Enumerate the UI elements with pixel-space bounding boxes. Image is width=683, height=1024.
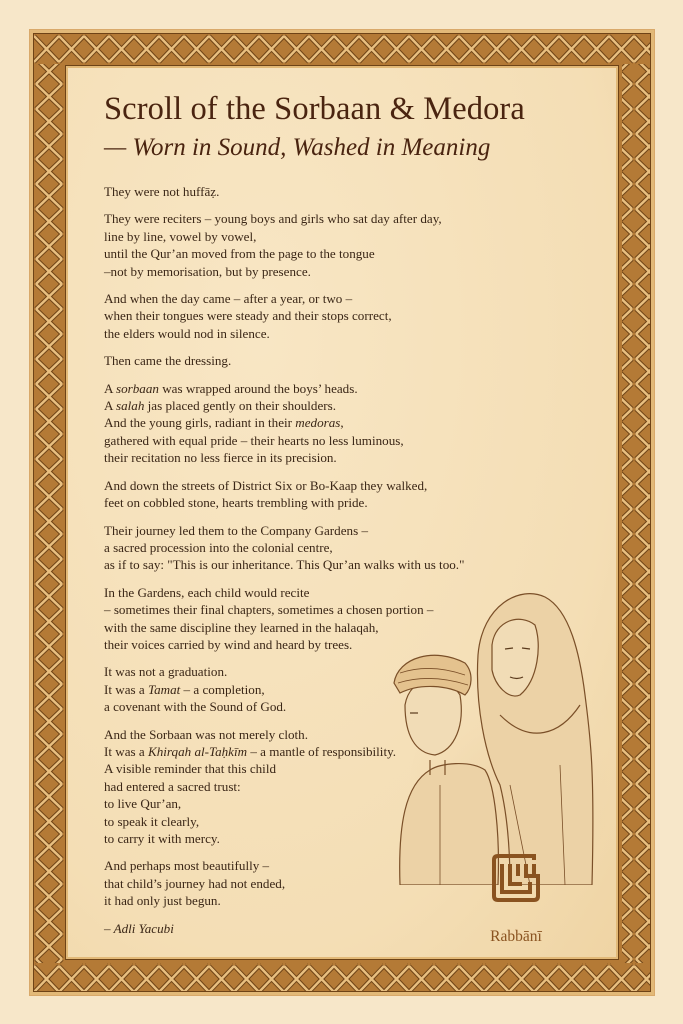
poem-stanza	[104, 183, 464, 200]
poem-emphasis-term: Khirqah al-Taḥkīm	[148, 743, 248, 759]
poem-stanza	[104, 290, 464, 342]
poem-line	[104, 414, 464, 431]
page-subtitle: — Worn in Sound, Washed in Meaning	[104, 134, 491, 161]
poem-line: had entered a sacred trust:	[104, 778, 241, 794]
square-kufic-logo-icon	[490, 852, 542, 904]
poem-line: And perhaps most beautifully –	[104, 858, 270, 874]
poem-line	[104, 397, 464, 414]
poem-line: –not by memorisation, but by presence.	[104, 263, 311, 279]
poem-line-text: – a completion,	[180, 681, 265, 697]
poem-emphasis-term: salah	[116, 398, 145, 414]
poem-line: line by line, vowel by vowel,	[104, 228, 257, 244]
poem-line-text: It was a	[104, 743, 148, 759]
poem-line: It was not a graduation.	[104, 664, 228, 680]
poem-line: the elders would nod in silence.	[104, 325, 270, 341]
brand-name: Rabbānī	[490, 928, 542, 945]
poem-line: Then came the dressing.	[104, 353, 232, 369]
page-title: Scroll of the Sorbaan & Medora	[104, 91, 525, 127]
poem-line-text: was wrapped around the boys’ heads.	[158, 380, 358, 396]
poem-line-text: jas placed gently on their shoulders.	[144, 398, 337, 414]
poem-line-text: ,	[340, 415, 344, 431]
poem-line: – sometimes their final chapters, sometimes a chosen portion –	[104, 602, 434, 618]
poem-line: They were reciters – young boys and girls who sat day after day,	[104, 211, 442, 227]
poem-emphasis-term: Tamat	[148, 681, 181, 697]
author-signature: – Adli Yacubi	[104, 920, 174, 936]
poem-line: Their journey led them to the Company Gardens –	[104, 522, 368, 538]
poem-line: A visible reminder that this child	[104, 761, 277, 777]
poem-stanza	[104, 477, 464, 512]
poem-line: to speak it clearly,	[104, 813, 200, 829]
poem-line-text: A	[104, 398, 117, 414]
poem-stanza	[104, 380, 464, 467]
poem-line: with the same discipline they learned in the halaqah,	[104, 619, 379, 635]
poem-line: feet on cobbled stone, hearts trembling with pride.	[104, 495, 368, 511]
poem-line: And when the day came – after a year, or two –	[104, 291, 353, 307]
poem-line-text: And the young girls, radiant in their	[104, 415, 296, 431]
poem-line: as if to say: "This is our inheritance. This Qur’an walks with us too."	[104, 557, 465, 573]
poem-line-text: A	[104, 380, 117, 396]
children-illustration	[370, 585, 615, 885]
poem-line: And the Sorbaan was not merely cloth.	[104, 726, 308, 742]
poem-emphasis-term: medoras	[295, 415, 341, 431]
poem-line: to carry it with mercy.	[104, 831, 220, 846]
poem-line: it had only just begun.	[104, 893, 221, 909]
poem-line: a covenant with the Sound of God.	[104, 699, 287, 715]
poem-line: gathered with equal pride – their hearts no less luminous,	[104, 432, 404, 448]
poem-line: their voices carried by wind and heard by trees.	[104, 636, 353, 652]
poem-line: their recitation no less fierce in its precision.	[104, 450, 337, 466]
poem-line-text: – a mantle of responsibility.	[247, 743, 397, 759]
poem-line: that child’s journey had not ended,	[104, 875, 286, 891]
poem-stanza	[104, 210, 464, 280]
poem-stanza	[104, 522, 464, 574]
poem-line: In the Gardens, each child would recite	[104, 584, 310, 600]
poem-line: They were not huffāẓ.	[104, 184, 220, 199]
poem-line	[104, 380, 464, 397]
poem-line: when their tongues were steady and their stops correct,	[104, 308, 392, 324]
poem-line-text: It was a	[104, 681, 148, 697]
poem-line: until the Qur’an moved from the page to the tongue	[104, 246, 375, 262]
poem-line: a sacred procession into the colonial centre,	[104, 539, 333, 555]
poem-emphasis-term: sorbaan	[116, 380, 159, 396]
poem-line: And down the streets of District Six or Bo-Kaap they walked,	[104, 477, 428, 493]
poem-stanza	[104, 352, 464, 369]
poem-line: to live Qur’an,	[104, 796, 182, 812]
